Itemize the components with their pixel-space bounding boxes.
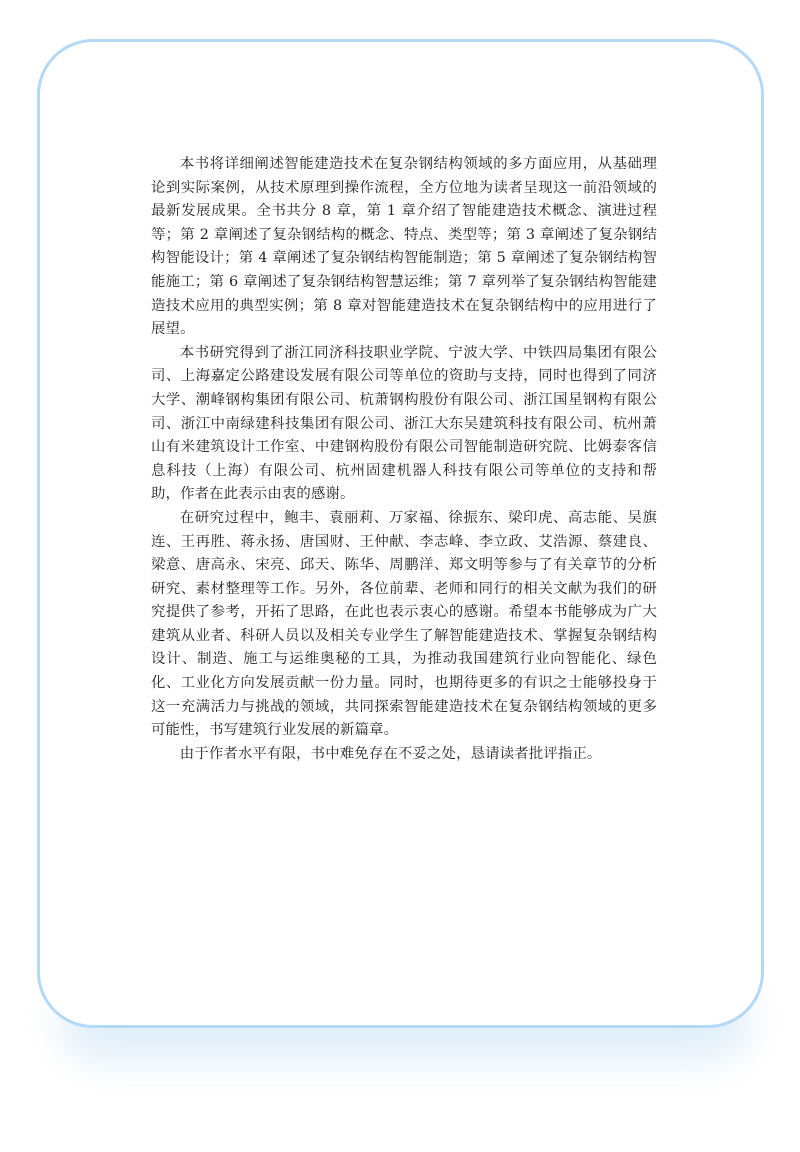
paragraph-chapter-overview: 本书将详细阐述智能建造技术在复杂钢结构领域的多方面应用，从基础理论到实际案例，从技术原理到操作流程，全方位地为读者呈现这一前沿领域的最新发展成果。全书共分 8 章，第 1 章介绍了智能建造技术概念、演进过程等；第 2 章阐述了复杂钢结构的概念、特点、类型等；第 3 章阐述了复杂钢结构智能设计；第 4 章阐述了复杂钢结构智能制造；第 5 章阐述了复杂钢结构智能施工；第 6 章阐述了复杂钢结构智慧运维；第 7 章列举了复杂钢结构智能建造技术应用的典型实例；第 8 章对智能建造技术在复杂钢结构中的应用进行了展望。	[151, 156, 657, 338]
document-card	[37, 39, 764, 1028]
paragraph-contributor-acknowledgements: 在研究过程中，鲍丰、袁丽莉、万家福、徐振东、梁印虎、高志能、吴旗连、王再胜、蒋永扬、唐国财、王仲献、李志峰、李立政、艾浩源、蔡建良、梁意、唐高永、宋亮、邱天、陈华、周鹏洋、郑文明等参与了有关章节的分析研究、素材整理等工作。另外，各位前辈、老师和同行的相关文献为我们的研究提供了参考，开拓了思路，在此也表示衷心的感谢。希望本书能够成为广大建筑从业者、科研人员以及相关专业学生了解智能建造技术、掌握复杂钢结构设计、制造、施工与运维奥秘的工具，为推动我国建筑行业向智能化、绿色化、工业化方向发展贡献一份力量。同时，也期待更多的有识之士能够投身于这一充满活力与挑战的领域，共同探索智能建造技术在复杂钢结构领域的更多可能性，书写建筑行业发展的新篇章。	[151, 509, 657, 739]
paragraph-closing-note: 由于作者水平有限，书中难免存在不妥之处，恳请读者批评指正。	[179, 745, 602, 762]
paragraph-institution-acknowledgements: 本书研究得到了浙江同济科技职业学院、宁波大学、中铁四局集团有限公司、上海嘉定公路建设发展有限公司等单位的资助与支持，同时也得到了同济大学、潮峰钢构集团有限公司、杭萧钢构股份有限公司、浙江国星钢构有限公司、浙江中南绿建科技集团有限公司、浙江大东吴建筑科技有限公司、杭州萧山有米建筑设计工作室、中建钢构股份有限公司智能制造研究院、比姆泰客信息科技（上海）有限公司、杭州固建机器人科技有限公司等单位的支持和帮助，作者在此表示由衷的感谢。	[151, 344, 657, 503]
preface-text	[151, 153, 657, 766]
